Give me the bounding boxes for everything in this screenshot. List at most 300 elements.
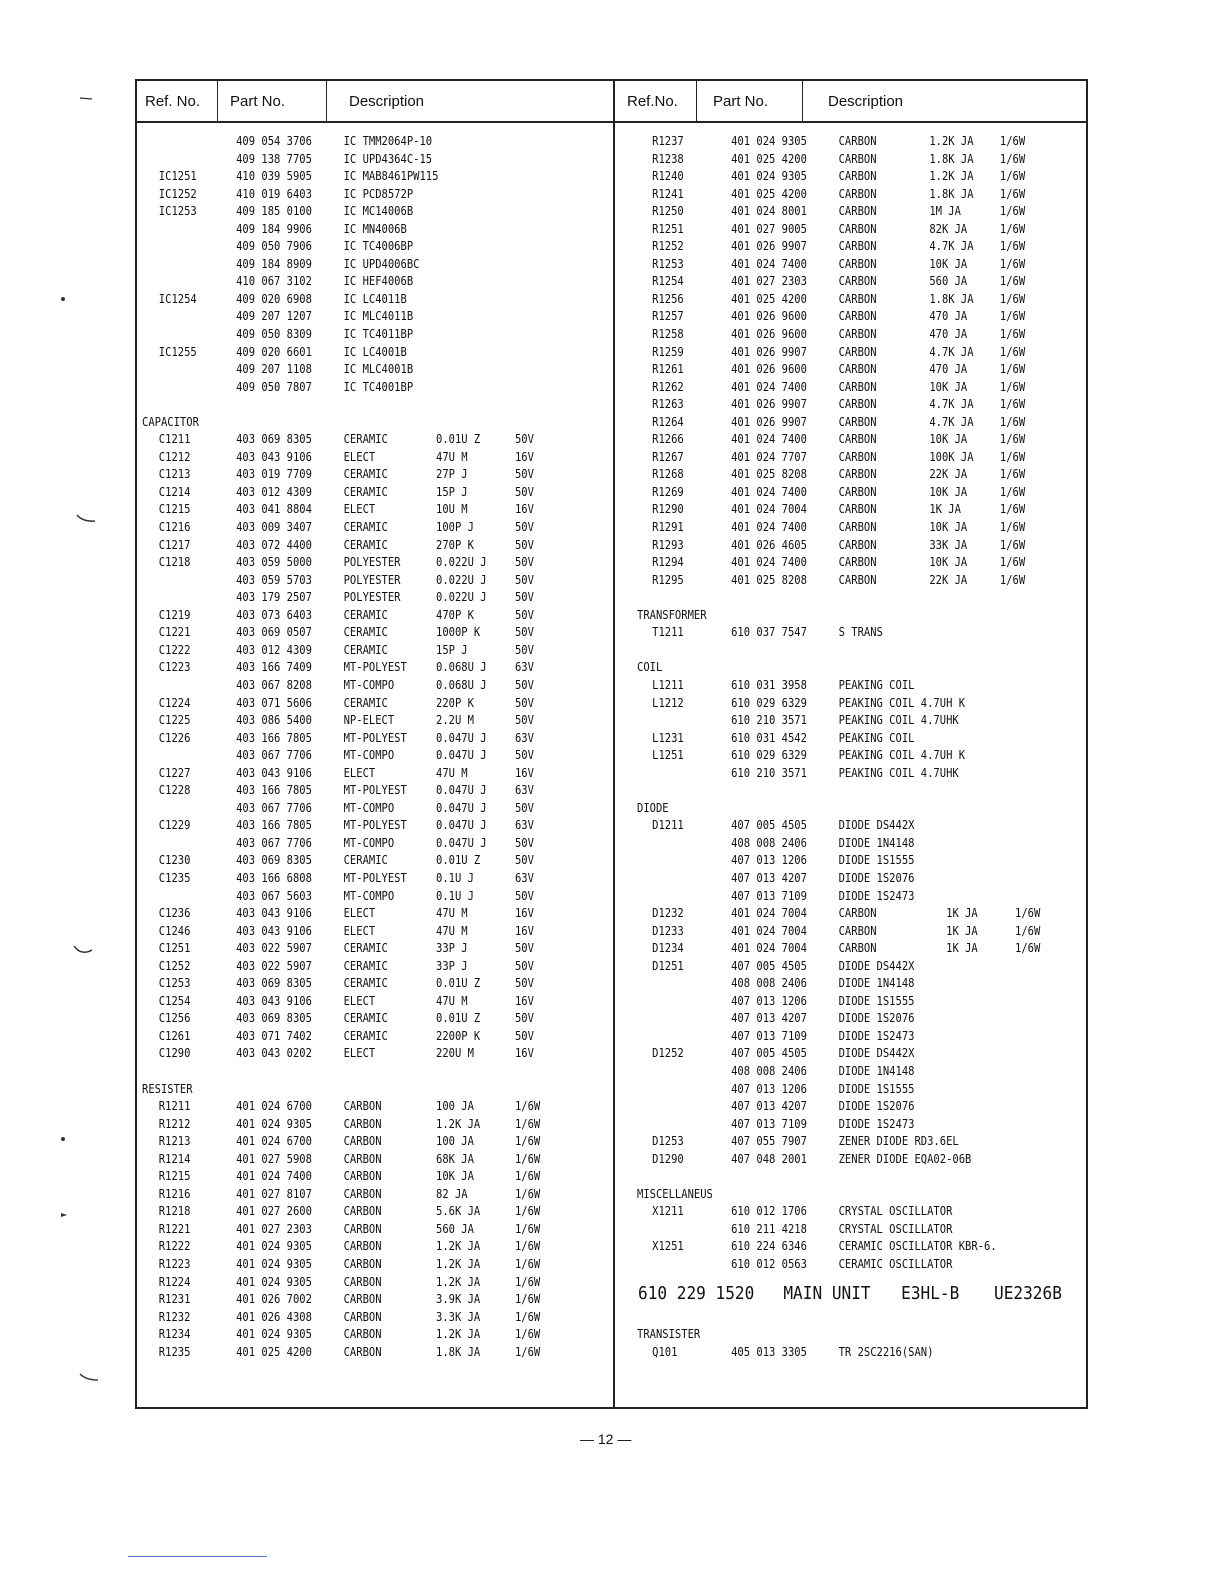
description: CARBON: [838, 185, 877, 201]
part-no: 409 054 3706: [236, 133, 312, 148]
ref-no: IC1255: [158, 343, 197, 359]
rating: 50V: [514, 466, 534, 482]
rating: 1/6W: [514, 1273, 541, 1289]
part-no: 403 071 7402: [236, 1027, 312, 1043]
rating: 1/6W: [999, 343, 1026, 359]
value: 47U M: [436, 764, 468, 780]
value: 100P J: [436, 519, 474, 535]
description: CARBON: [838, 168, 877, 184]
part-no: 401 024 9305: [731, 133, 807, 148]
part-no: 409 020 6908: [236, 290, 312, 306]
ref-no: R1262: [652, 378, 684, 394]
description: MT-COMPO: [343, 834, 395, 850]
description: DIODE 1N4148: [838, 975, 915, 991]
description: POLYESTER: [343, 589, 401, 605]
rating: 1/6W: [514, 1168, 541, 1184]
rating: 50V: [514, 1027, 534, 1043]
part-no: 610 029 6329: [731, 747, 807, 763]
description: IC MAB8461PW115: [343, 168, 439, 184]
ref-no: C1218: [158, 554, 191, 570]
ref-no: D1232: [652, 905, 684, 921]
value: 4.7K JA: [929, 396, 974, 412]
ref-no: R1250: [652, 203, 684, 219]
rating: 50V: [514, 940, 534, 956]
description: CRYSTAL OSCILLATOR: [838, 1220, 953, 1236]
ref-no: C1261: [158, 1027, 191, 1043]
header-separator: [696, 80, 697, 121]
rating: 1/6W: [999, 361, 1026, 377]
part-no: 407 013 1206: [731, 992, 807, 1008]
value: 68K JA: [436, 1150, 474, 1166]
header-ref-left: Ref. No.: [145, 93, 201, 110]
rating: 50V: [514, 536, 534, 552]
description: CARBON: [838, 255, 877, 271]
part-no: 401 026 9600: [731, 361, 807, 377]
ref-no: C1226: [158, 729, 191, 745]
rating: 1/6W: [999, 133, 1026, 148]
part-no: 610 211 4218: [731, 1220, 807, 1236]
description: CARBON: [838, 905, 877, 921]
value: 10K JA: [929, 519, 968, 535]
ref-no: C1221: [158, 624, 191, 640]
description: IC MLC4001B: [343, 361, 414, 377]
header-part-left: Part No.: [230, 93, 286, 110]
description: ELECT: [343, 764, 376, 780]
ref-no: C1224: [158, 694, 191, 710]
rating: 1/6W: [999, 168, 1026, 184]
part-no: 401 024 6700: [236, 1133, 312, 1149]
value: 10K JA: [929, 255, 968, 271]
header-separator: [326, 80, 327, 121]
rating: 50V: [514, 606, 534, 622]
part-no: 403 043 9106: [236, 905, 312, 921]
part-no: 401 024 9305: [236, 1256, 312, 1271]
description: CARBON: [343, 1291, 382, 1307]
description: CERAMIC: [343, 606, 388, 622]
value: 0.047U J: [436, 729, 487, 745]
unit-code: UE2326B: [994, 1284, 1062, 1304]
value: 1.2K JA: [436, 1326, 481, 1342]
ref-no: L1212: [652, 694, 684, 710]
header-description-right: Description: [828, 93, 904, 110]
ref-no: C1229: [158, 817, 191, 833]
rating: 1/6W: [514, 1238, 541, 1254]
description: CARBON: [343, 1220, 382, 1236]
rating: 1/6W: [999, 448, 1026, 464]
part-no: 403 067 7706: [236, 834, 312, 850]
part-no: 401 026 9600: [731, 308, 807, 324]
value: 10K JA: [929, 431, 968, 447]
part-no: 401 024 7400: [731, 554, 807, 570]
description: CERAMIC: [343, 466, 388, 482]
rating: 50V: [514, 747, 534, 763]
part-no: 407 013 7109: [731, 1027, 807, 1043]
part-no: 409 207 1207: [236, 308, 312, 324]
part-no: 407 005 4505: [731, 817, 807, 833]
rating: 1/6W: [514, 1203, 541, 1219]
description: MT-COMPO: [343, 747, 395, 763]
description: CERAMIC: [343, 852, 388, 868]
value: 560 JA: [436, 1220, 474, 1236]
rating: 1/6W: [999, 255, 1026, 271]
ref-no: R1234: [158, 1326, 191, 1342]
header-description-left: Description: [349, 93, 425, 110]
rating: 16V: [514, 501, 534, 517]
part-no: 403 071 5606: [236, 694, 312, 710]
description: CARBON: [838, 220, 877, 236]
part-no: 401 027 2600: [236, 1203, 312, 1219]
ref-no: IC1252: [158, 185, 197, 201]
ref-no: L1251: [652, 747, 684, 763]
ref-no: R1241: [652, 185, 684, 201]
rating: 1/6W: [514, 1326, 541, 1342]
description: CARBON: [838, 501, 877, 517]
description: CARBON: [838, 343, 877, 359]
description: CARBON: [838, 361, 877, 377]
description: MT-POLYEST: [343, 869, 407, 885]
value: 47U M: [436, 905, 468, 921]
ref-no: R1215: [158, 1168, 191, 1184]
ref-no: D1234: [652, 940, 684, 956]
description: CARBON: [343, 1133, 382, 1149]
unit-name: MAIN UNIT: [783, 1284, 871, 1304]
description: CARBON: [838, 466, 877, 482]
value: 100K JA: [929, 448, 974, 464]
description: CARBON: [838, 519, 877, 535]
value: 0.068U J: [436, 659, 487, 675]
description: DIODE 1N4148: [838, 1062, 915, 1078]
rating: 50V: [514, 519, 534, 535]
section-title: MISCELLANEUS: [637, 1185, 713, 1201]
description: PEAKING COIL: [838, 676, 915, 692]
section-title: RESISTER: [142, 1080, 193, 1096]
rating: 1/6W: [999, 466, 1026, 482]
rating: 50V: [514, 676, 534, 692]
description: PEAKING COIL 4.7UHK: [838, 712, 959, 728]
part-no: 610 224 6346: [731, 1238, 807, 1254]
description: IC LC4001B: [343, 343, 407, 359]
rating: 63V: [514, 659, 534, 675]
scan-dot: [60, 296, 66, 302]
part-no: 403 043 0202: [236, 1045, 312, 1061]
rating: 50V: [514, 975, 534, 991]
description: CARBON: [838, 326, 877, 342]
description: MT-COMPO: [343, 799, 395, 815]
value: 0.01U Z: [436, 852, 481, 868]
ref-no: C1236: [158, 905, 191, 921]
part-no: 401 027 8107: [236, 1185, 312, 1201]
value: 220U M: [436, 1045, 474, 1061]
description: DIODE 1S2473: [838, 1115, 915, 1131]
part-no: 401 025 4200: [731, 290, 807, 306]
part-no: 401 026 4308: [236, 1308, 312, 1324]
rating: 50V: [514, 431, 534, 447]
ref-no: C1212: [158, 448, 191, 464]
header-ref-right: Ref.No.: [627, 93, 678, 110]
scan-mark: [78, 95, 98, 103]
ref-no: R1224: [158, 1273, 191, 1289]
ref-no: R1290: [652, 501, 684, 517]
ref-no: R1253: [652, 255, 684, 271]
rating: 1/6W: [514, 1098, 541, 1114]
description: CERAMIC: [343, 536, 388, 552]
rating: 1/6W: [1015, 940, 1041, 956]
rating: 50V: [514, 1010, 534, 1026]
description: PEAKING COIL: [838, 729, 915, 745]
ref-no: D1290: [652, 1150, 684, 1166]
ref-no: R1254: [652, 273, 684, 289]
rating: 1/6W: [1015, 922, 1041, 938]
description: MT-POLYEST: [343, 782, 407, 798]
rating: 50V: [514, 624, 534, 640]
description: TR 2SC2216(SAN): [838, 1343, 934, 1359]
value: 27P J: [436, 466, 468, 482]
ref-no: C1219: [158, 606, 191, 622]
description: CARBON: [343, 1343, 382, 1359]
part-no: 403 166 7805: [236, 729, 312, 745]
footer-rule: [128, 1556, 267, 1557]
description: CARBON: [838, 922, 877, 938]
ref-no: C1217: [158, 536, 191, 552]
value: 1.2K JA: [929, 168, 974, 184]
part-no: 401 024 9305: [731, 168, 807, 184]
value: 10U M: [436, 501, 468, 517]
value: 470 JA: [929, 361, 968, 377]
rating: 63V: [514, 782, 534, 798]
ref-no: C1216: [158, 519, 191, 535]
part-no: 401 024 7004: [731, 922, 807, 938]
part-no: 401 024 7400: [236, 1168, 312, 1184]
ref-no: C1227: [158, 764, 191, 780]
value: 10K JA: [929, 483, 968, 499]
value: 1.2K JA: [436, 1238, 481, 1254]
value: 1000P K: [436, 624, 481, 640]
description: CERAMIC: [343, 641, 388, 657]
part-no: 401 027 5908: [236, 1150, 312, 1166]
part-no: 409 138 7705: [236, 150, 312, 166]
description: CARBON: [343, 1185, 382, 1201]
ref-no: R1264: [652, 413, 684, 429]
ref-no: D1211: [652, 817, 684, 833]
ref-no: C1256: [158, 1010, 191, 1026]
description: DIODE 1S2473: [838, 887, 915, 903]
part-no: 407 013 4207: [731, 1098, 807, 1114]
description: CERAMIC: [343, 975, 388, 991]
rating: 50V: [514, 483, 534, 499]
value: 82K JA: [929, 220, 968, 236]
part-no: 403 019 7709: [236, 466, 312, 482]
part-no: 409 207 1108: [236, 361, 312, 377]
description: CERAMIC OSCILLATOR KBR-6.: [838, 1238, 997, 1254]
ref-no: R1269: [652, 483, 684, 499]
description: CRYSTAL OSCILLATOR: [838, 1203, 953, 1219]
unit-model: E3HL-B: [901, 1284, 960, 1304]
part-no: 403 166 7805: [236, 817, 312, 833]
value: 4.7K JA: [929, 413, 974, 429]
value: 2.2U M: [436, 712, 474, 728]
ref-no: IC1254: [158, 290, 197, 306]
description: DIODE DS442X: [838, 1045, 915, 1061]
scan-mark: [78, 1372, 98, 1384]
rating: 50V: [514, 571, 534, 587]
value: 0.047U J: [436, 799, 487, 815]
description: IC PCD8572P: [343, 185, 414, 201]
value: 470 JA: [929, 308, 968, 324]
description: CERAMIC: [343, 957, 388, 973]
ref-no: R1259: [652, 343, 684, 359]
value: 0.047U J: [436, 782, 487, 798]
part-no: 403 086 5400: [236, 712, 312, 728]
part-no: 401 026 9600: [731, 326, 807, 342]
ref-no: R1221: [158, 1220, 191, 1236]
description: IC UPD4006BC: [343, 255, 420, 271]
part-no: 401 026 9907: [731, 238, 807, 254]
part-no: 410 067 3102: [236, 273, 312, 289]
value: 470P K: [436, 606, 474, 622]
part-no: 610 012 1706: [731, 1203, 807, 1219]
part-no: 610 029 6329: [731, 694, 807, 710]
description: CARBON: [838, 396, 877, 412]
part-no: 403 043 9106: [236, 992, 312, 1008]
header-rule: [135, 121, 1088, 123]
description: NP-ELECT: [343, 712, 395, 728]
ref-no: D1251: [652, 957, 684, 973]
part-no: 407 013 1206: [731, 852, 807, 868]
description: CERAMIC OSCILLATOR: [838, 1256, 953, 1271]
description: CARBON: [838, 378, 877, 394]
ref-no: R1266: [652, 431, 684, 447]
rating: 1/6W: [999, 238, 1026, 254]
value: 47U M: [436, 448, 468, 464]
part-no: 401 024 7004: [731, 905, 807, 921]
value: 82 JA: [436, 1185, 468, 1201]
rating: 50V: [514, 957, 534, 973]
value: 270P K: [436, 536, 474, 552]
part-no: 409 184 9906: [236, 220, 312, 236]
rating: 1/6W: [999, 501, 1026, 517]
ref-no: R1258: [652, 326, 684, 342]
ref-no: C1290: [158, 1045, 191, 1061]
part-no: 401 025 4200: [731, 185, 807, 201]
description: DIODE 1S1555: [838, 852, 915, 868]
value: 1.8K JA: [436, 1343, 481, 1359]
ref-no: D1233: [652, 922, 684, 938]
description: PEAKING COIL 4.7UH K: [838, 694, 966, 710]
rating: 63V: [514, 729, 534, 745]
part-no: 401 024 9305: [236, 1326, 312, 1342]
rating: 1/6W: [999, 519, 1026, 535]
value: 0.01U Z: [436, 1010, 481, 1026]
value: 100 JA: [436, 1098, 474, 1114]
ref-no: C1225: [158, 712, 191, 728]
part-no: 407 013 4207: [731, 869, 807, 885]
value: 15P J: [436, 641, 468, 657]
description: CARBON: [343, 1150, 382, 1166]
part-no: 409 050 7906: [236, 238, 312, 254]
value: 0.1U J: [436, 869, 474, 885]
description: IC LC4011B: [343, 290, 407, 306]
value: 1K JA: [946, 940, 978, 956]
part-no: 403 069 8305: [236, 852, 312, 868]
part-no: 401 024 9305: [236, 1238, 312, 1254]
ref-no: C1230: [158, 852, 191, 868]
ref-no: C1215: [158, 501, 191, 517]
value: 5.6K JA: [436, 1203, 481, 1219]
description: CARBON: [838, 150, 877, 166]
description: ELECT: [343, 922, 376, 938]
ref-no: X1251: [652, 1238, 684, 1254]
value: 1K JA: [946, 905, 978, 921]
part-no: 403 022 5907: [236, 940, 312, 956]
section-title: COIL: [637, 659, 663, 675]
description: ZENER DIODE RD3.6EL: [838, 1133, 959, 1149]
description: CARBON: [838, 536, 877, 552]
description: ELECT: [343, 448, 376, 464]
part-no: 401 024 7400: [731, 378, 807, 394]
rating: 63V: [514, 869, 534, 885]
value: 2200P K: [436, 1027, 481, 1043]
ref-no: R1211: [158, 1098, 191, 1114]
description: MT-COMPO: [343, 676, 395, 692]
rating: 50V: [514, 887, 534, 903]
rating: 1/6W: [999, 220, 1026, 236]
rating: 50V: [514, 694, 534, 710]
value: 470 JA: [929, 326, 968, 342]
description: CARBON: [343, 1098, 382, 1114]
description: CERAMIC: [343, 1027, 388, 1043]
part-no: 403 059 5703: [236, 571, 312, 587]
ref-no: R1291: [652, 519, 684, 535]
rating: 1/6W: [999, 396, 1026, 412]
description: IC TMM2064P-10: [343, 133, 433, 148]
description: CARBON: [838, 308, 877, 324]
part-no: 610 037 7547: [731, 624, 807, 640]
ref-no: IC1253: [158, 203, 197, 219]
value: 33P J: [436, 957, 468, 973]
description: CERAMIC: [343, 431, 388, 447]
value: 1.2K JA: [436, 1115, 481, 1131]
ref-no: R1216: [158, 1185, 191, 1201]
rating: 63V: [514, 817, 534, 833]
description: IC HEF4006B: [343, 273, 414, 289]
part-no: 401 024 7400: [731, 483, 807, 499]
ref-no: R1261: [652, 361, 684, 377]
part-no: 401 026 9907: [731, 413, 807, 429]
ref-no: R1263: [652, 396, 684, 412]
description: CARBON: [343, 1256, 382, 1271]
description: MT-POLYEST: [343, 659, 407, 675]
scan-mark: [75, 512, 95, 526]
rating: 1/6W: [999, 308, 1026, 324]
description: IC UPD4364C-15: [343, 150, 433, 166]
value: 0.068U J: [436, 676, 487, 692]
description: CERAMIC: [343, 1010, 388, 1026]
part-no: 401 025 8208: [731, 571, 807, 587]
rating: 50V: [514, 852, 534, 868]
value: 47U M: [436, 992, 468, 1008]
part-no: 401 027 2303: [731, 273, 807, 289]
ref-no: R1223: [158, 1256, 191, 1271]
part-no: 410 019 6403: [236, 185, 312, 201]
value: 10K JA: [436, 1168, 474, 1184]
part-no: 403 069 8305: [236, 431, 312, 447]
value: 10K JA: [929, 554, 968, 570]
value: 1M JA: [929, 203, 961, 219]
description: DIODE DS442X: [838, 957, 915, 973]
description: CARBON: [838, 133, 877, 148]
description: IC TC4006BP: [343, 238, 414, 254]
part-no: 403 166 7409: [236, 659, 312, 675]
